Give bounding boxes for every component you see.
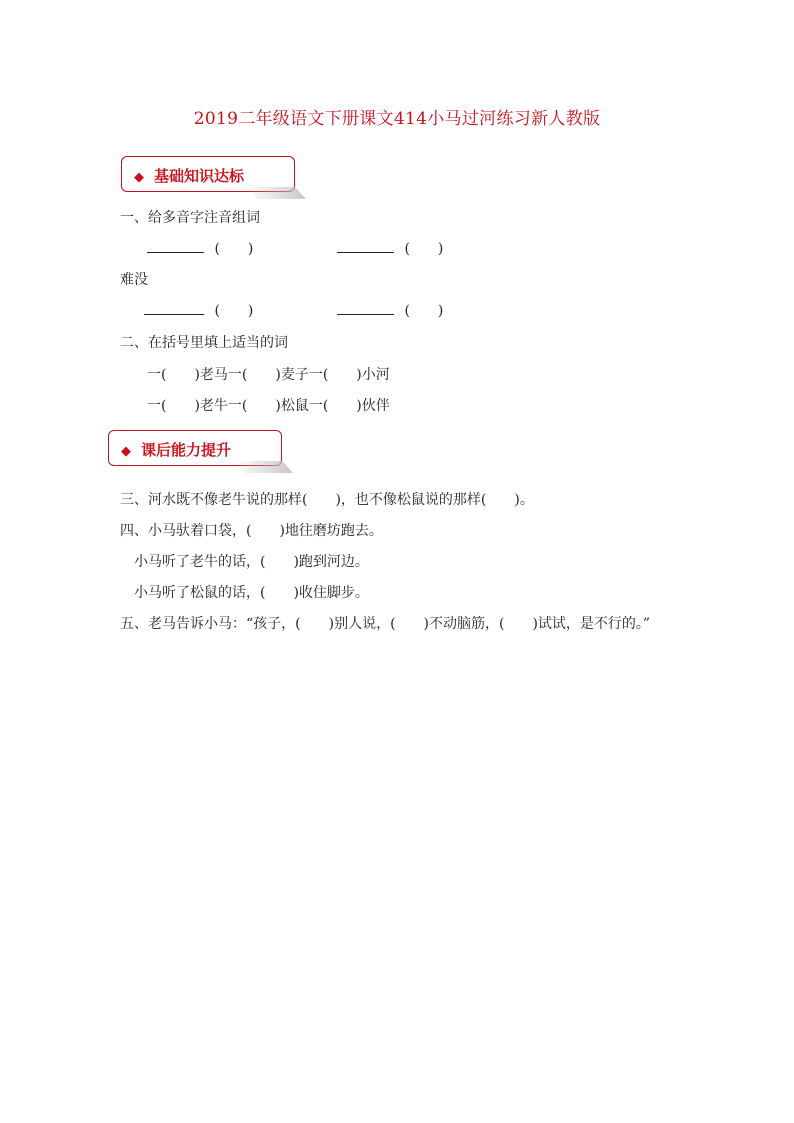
q1-row2-right (337, 300, 443, 320)
page-title: 2019二年级语文下册课文414小马过河练习新人教版 (193, 109, 601, 129)
q2-heading: 二、在括号里填上适当的词 (120, 335, 288, 351)
answer-blank (337, 300, 394, 315)
q2-row2: 一( )老牛一( )松鼠一( )伙伴 (147, 398, 390, 414)
q1-word: 难没 (120, 272, 148, 288)
q4-line1: 四、小马驮着口袋，( )地往磨坊跑去。 (120, 523, 383, 539)
diamond-icon: ◆ (134, 170, 144, 185)
section-label-basic: 基础知识达标 (154, 167, 245, 185)
q2-row1: 一( )老马一( )麦子一( )小河 (147, 367, 390, 383)
q4-line3: 小马听了松鼠的话，( )收住脚步。 (134, 585, 369, 601)
q3-text: 三、河水既不像老牛说的那样( )，也不像松鼠说的那样( )。 (120, 492, 534, 508)
banner-shadow (246, 187, 306, 199)
banner-shadow (233, 461, 293, 473)
q1-row1-left (147, 238, 253, 258)
section-banner-advanced (108, 430, 282, 466)
answer-blank (147, 238, 204, 253)
pinyin-paren: ( ) (404, 303, 444, 319)
pinyin-paren: ( ) (404, 241, 444, 257)
section-label-advanced: 课后能力提升 (141, 441, 232, 459)
pinyin-paren: ( ) (214, 303, 254, 319)
pinyin-paren: ( ) (214, 241, 254, 257)
section-banner-basic (121, 156, 295, 192)
q1-row1-right (337, 238, 443, 258)
q1-row2-left (144, 300, 253, 320)
answer-blank (144, 300, 204, 315)
q5-text: 五、老马告诉小马：“孩子，( )别人说，( )不动脑筋，( )试试，是不行的。” (120, 616, 651, 632)
q1-heading: 一、给多音字注音组词 (120, 210, 260, 226)
answer-blank (337, 238, 394, 253)
q4-line2: 小马听了老牛的话，( )跑到河边。 (134, 554, 369, 570)
diamond-icon: ◆ (121, 444, 131, 459)
